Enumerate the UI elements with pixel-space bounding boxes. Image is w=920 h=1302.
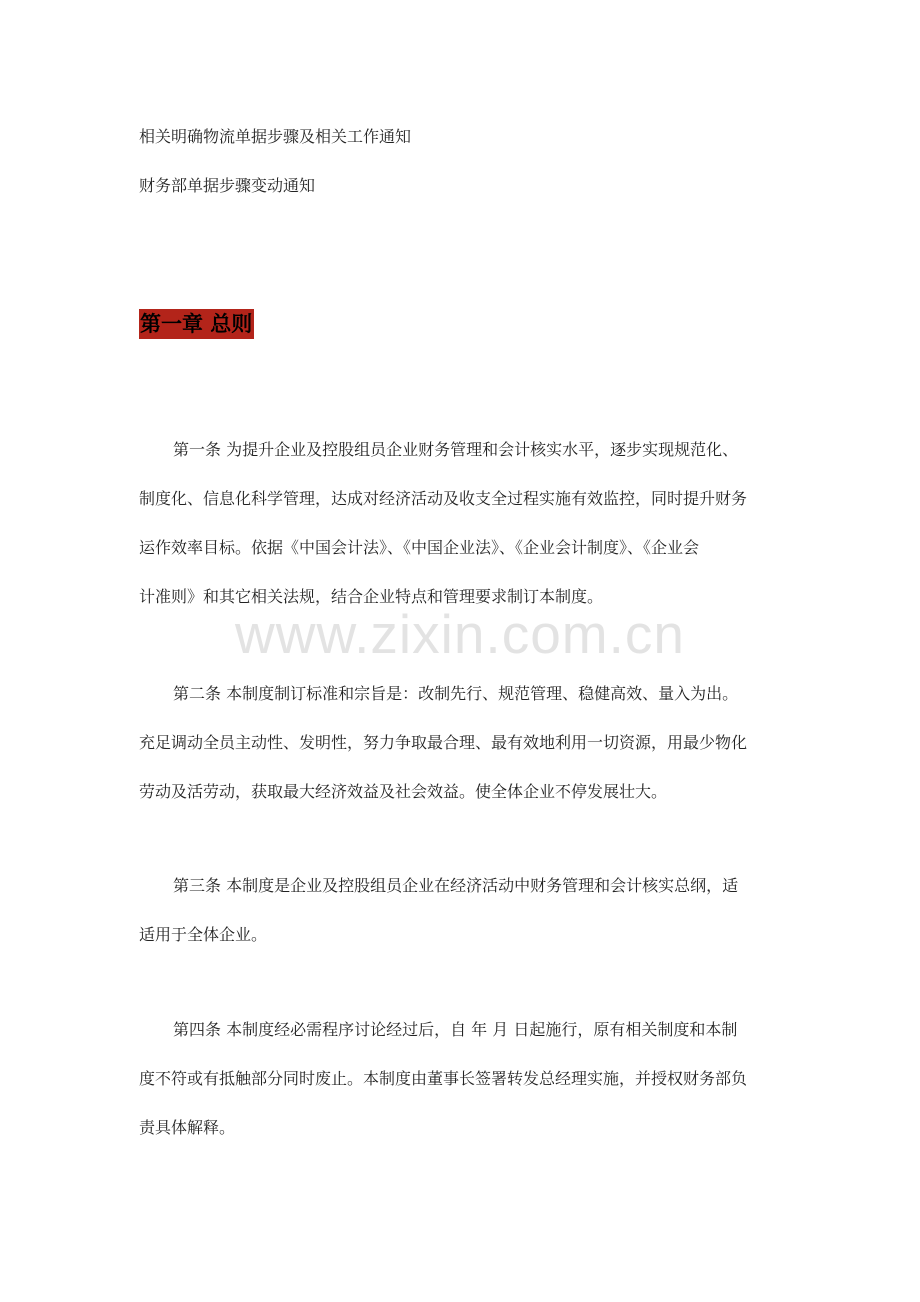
paragraph-line: 计准则》和其它相关法规，结合企业特点和管理要求制订本制度。 — [139, 587, 604, 606]
header-line: 财务部单据步骤变动通知 — [139, 176, 316, 195]
paragraph-line: 第三条 本制度是企业及控股组员企业在经济活动中财务管理和会计核实总纲，适 — [173, 876, 739, 895]
article-paragraph — [139, 876, 789, 974]
paragraph-line: 充足调动全员主动性、发明性，努力争取最合理、最有效地利用一切资源，用最少物化 — [139, 733, 748, 752]
header-line: 相关明确物流单据步骤及相关工作通知 — [139, 127, 412, 146]
article-paragraph — [139, 684, 789, 831]
paragraph-line: 责具体解释。 — [139, 1118, 236, 1137]
paragraph-line: 适用于全体企业。 — [139, 925, 268, 944]
chapter-heading: 第一章 总则 — [139, 309, 254, 339]
paragraph-line: 度不符或有抵触部分同时废止。本制度由董事长签署转发总经理实施，并授权财务部负 — [139, 1069, 748, 1088]
watermark: www.zixin.com.cn — [235, 603, 685, 665]
paragraph-line: 制度化、信息化科学管理，达成对经济活动及收支全过程实施有效监控，同时提升财务 — [139, 489, 748, 508]
paragraph-line: 第一条 为提升企业及控股组员企业财务管理和会计核实水平，逐步实现规范化、 — [173, 440, 739, 459]
paragraph-line: 第四条 本制度经必需程序讨论经过后，自 年 月 日起施行，原有相关制度和本制 — [173, 1020, 738, 1039]
article-paragraph — [139, 1020, 789, 1167]
paragraph-line: 第二条 本制度制订标准和宗旨是：改制先行、规范管理、稳健高效、量入为出。 — [173, 684, 739, 703]
article-paragraph — [139, 440, 789, 636]
paragraph-line: 劳动及活劳动，获取最大经济效益及社会效益。使全体企业不停发展壮大。 — [139, 782, 668, 801]
paragraph-line: 运作效率目标。依据《中国会计法》、《中国企业法》、《企业会计制度》、《企业会 — [139, 538, 700, 557]
